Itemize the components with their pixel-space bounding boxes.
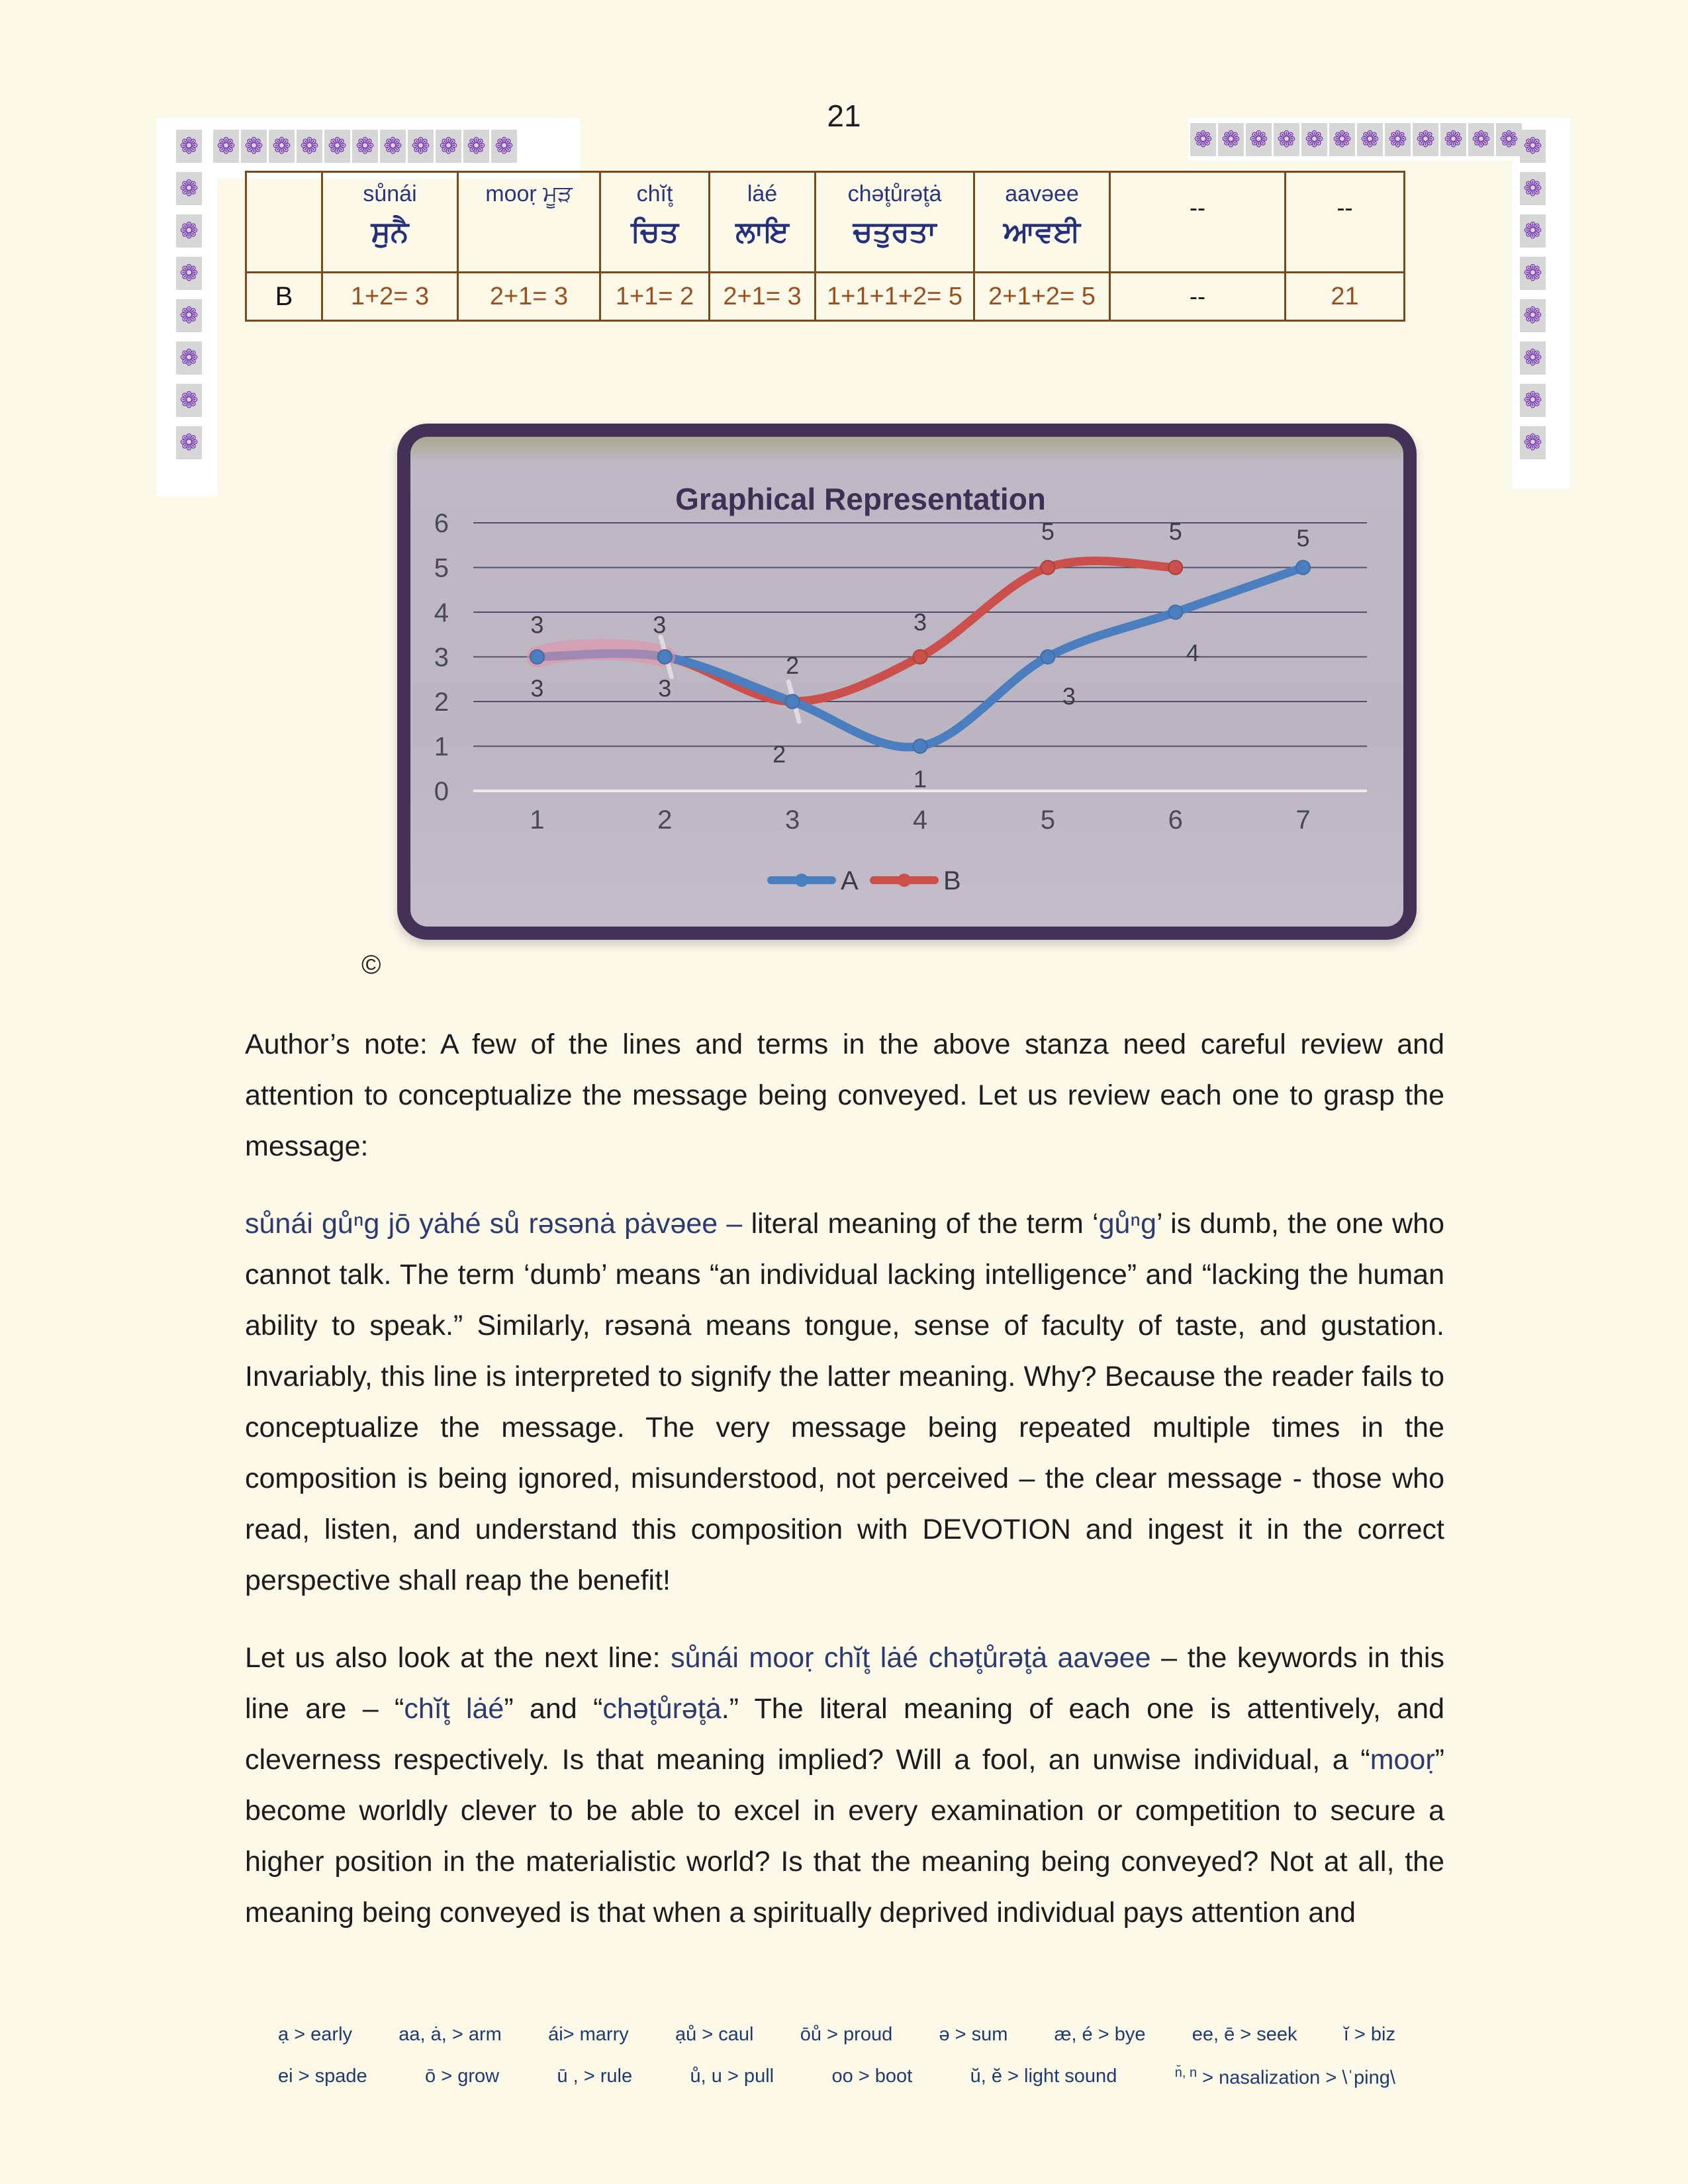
word-values-table (245, 171, 1405, 322)
y-tick-label: 0 (434, 777, 449, 806)
page-number: 21 (827, 99, 861, 133)
pink-highlight-annotation (537, 649, 665, 657)
flower-icon: ❁ (1468, 123, 1494, 156)
header-cell-dash-1: -- (1110, 172, 1286, 273)
flower-icon: ❁ (1274, 123, 1299, 156)
authors-note-paragraph: Author’s note: A few of the lines and terms in the above stanza need careful review and attention to conceptualize the message being conveyed. Let us review each one to grasp the message: (245, 1028, 1444, 1162)
value-cell: -- (1110, 273, 1286, 321)
header-cell-aavaee: aavəee ਆਵਈ (974, 172, 1110, 273)
legend-marker-B (898, 874, 911, 887)
pronunciation-key-item: æ, é > bye (1054, 2024, 1146, 2045)
data-label: 4 (1186, 639, 1199, 666)
floral-border-left (176, 130, 202, 459)
flower-icon: ❁ (176, 426, 202, 459)
flower-icon: ❁ (176, 172, 202, 205)
header-cell-chaturata: chət̥ůrət̥ȧ ਚਤੁਰਤਾ (816, 172, 974, 273)
flower-icon: ❁ (176, 299, 202, 332)
data-label: 1 (913, 765, 927, 793)
pronunciation-key-item: ŭ, ĕ > light sound (970, 2066, 1117, 2087)
copyright-symbol: © (361, 950, 381, 979)
x-tick-label: 2 (657, 805, 673, 835)
table-header-row (246, 172, 1405, 273)
x-tick-label: 7 (1295, 805, 1311, 835)
data-point-A-3 (786, 695, 800, 709)
data-label: 5 (1296, 524, 1310, 552)
floral-border-right (1520, 130, 1546, 459)
body-text (245, 1019, 1444, 1938)
value-cell: 1+1= 2 (600, 273, 710, 321)
flower-icon: ❁ (463, 130, 489, 163)
flower-icon: ❁ (1357, 123, 1383, 156)
flower-icon: ❁ (176, 257, 202, 290)
flower-icon: ❁ (176, 214, 202, 248)
series-B-line (537, 561, 1175, 702)
flower-icon: ❁ (1496, 123, 1522, 156)
flower-icon: ❁ (241, 130, 267, 163)
header-cell-chit: chĭt̥ ਚਿਤ (600, 172, 710, 273)
flower-icon: ❁ (436, 130, 461, 163)
flower-icon: ❁ (176, 341, 202, 375)
flower-icon: ❁ (491, 130, 517, 163)
flower-icon: ❁ (1385, 123, 1411, 156)
pronunciation-guide (278, 2024, 1395, 2089)
header-cell-lae: lȧé ਲਾਇ (710, 172, 816, 273)
flower-icon: ❁ (1520, 299, 1546, 332)
pronunciation-key-item: oo > boot (831, 2066, 913, 2087)
legend-label-B: B (943, 866, 961, 895)
pronunciation-key-item: ạů > caul (675, 2024, 754, 2045)
flower-icon: ❁ (1520, 384, 1546, 417)
legend-label-A: A (841, 866, 859, 895)
flower-icon: ❁ (269, 130, 295, 163)
data-point-A-6 (1168, 606, 1182, 619)
data-point-A-1 (530, 650, 544, 664)
flower-icon: ❁ (213, 130, 239, 163)
row-label: B (246, 273, 322, 321)
value-cell: 1+1+1+2= 5 (816, 273, 974, 321)
transliteration-term: mooṛ (1370, 1744, 1435, 1776)
value-cell: 2+1+2= 5 (974, 273, 1110, 321)
x-tick-label: 1 (530, 805, 545, 835)
flower-icon: ❁ (1440, 123, 1466, 156)
pronunciation-key-item: ō > grow (425, 2066, 500, 2087)
flower-icon: ❁ (1246, 123, 1272, 156)
flower-icon: ❁ (1218, 123, 1244, 156)
pronunciation-key-item: aa, ȧ, > arm (399, 2024, 502, 2045)
data-label: 3 (658, 674, 672, 702)
y-tick-label: 4 (434, 598, 449, 627)
header-cell-dash-2: -- (1286, 172, 1405, 273)
pronunciation-key-item: ů, u > pull (690, 2066, 774, 2087)
data-label: 2 (773, 741, 786, 768)
data-point-B-6 (1168, 561, 1182, 574)
transliteration-term: chĭt̥ lȧé (404, 1693, 504, 1725)
pronunciation-key-item-nasalization: $^{n̆, n}$ > nasalization > \ˈping\ (1174, 2066, 1395, 2089)
header-cell-sunai: sůnái ਸੁਨੈ (322, 172, 458, 273)
data-label: 3 (530, 611, 544, 639)
total-cell: 21 (1286, 273, 1405, 321)
flower-icon: ❁ (380, 130, 406, 163)
table-row (246, 273, 1405, 321)
pronunciation-key-item: ái> marry (548, 2024, 629, 2045)
flower-icon: ❁ (1520, 130, 1546, 163)
data-point-A-4 (914, 739, 927, 753)
flower-icon: ❁ (176, 130, 202, 163)
data-label: 3 (530, 674, 544, 702)
value-cell: 2+1= 3 (458, 273, 600, 321)
transliteration-term: chət̥ůrət̥ȧ (602, 1693, 722, 1725)
legend-marker-A (795, 874, 808, 887)
data-point-A-2 (658, 650, 672, 664)
flower-icon: ❁ (408, 130, 434, 163)
header-empty-cell (246, 172, 322, 273)
transliteration-term: gůⁿg (1098, 1208, 1156, 1240)
header-cell-moor: mooṛ ਮੂੜ (458, 172, 600, 273)
pronunciation-key-item: ə > sum (939, 2024, 1008, 2045)
value-cell: 2+1= 3 (710, 273, 816, 321)
y-tick-label: 1 (434, 732, 449, 762)
x-tick-label: 6 (1168, 805, 1183, 835)
data-label: 5 (1168, 518, 1182, 545)
data-label: 2 (786, 652, 800, 679)
flower-icon: ❁ (297, 130, 322, 163)
data-point-B-5 (1041, 561, 1055, 574)
gung-paragraph: sůnái gůⁿg jō yȧhé sů rəsənȧ pȧvəee – literal meaning of the term ‘gůⁿg’ is dumb, the one who cannot talk. The term ‘dumb’ means “an individual lacking intelligence” and “lacking the human ability to speak.” Similarly, rəsənȧ means tongue, sense of faculty of taste, and gustation. Invariably, this line is interpreted to signify the latter meaning. Why? Because the reader fails to conceptualize the message. The very message being repeated multiple times in the composition is being ignored, misunderstood, not perceived – the clear message - those who read, listen, and understand this composition with DEVOTION and ingest it in the correct perspective shall reap the benefit! (245, 1208, 1445, 1596)
flower-icon: ❁ (1520, 214, 1546, 248)
flower-icon: ❁ (1520, 426, 1546, 459)
flower-icon: ❁ (1520, 172, 1546, 205)
data-label: 3 (653, 611, 667, 639)
pronunciation-key-item: ạ > early (278, 2024, 353, 2045)
y-tick-label: 2 (434, 688, 449, 717)
data-label: 3 (1062, 682, 1076, 710)
flower-icon: ❁ (352, 130, 378, 163)
next-line-paragraph: Let us also look at the next line: sůnái mooṛ chĭt̥ lȧé chət̥ůrət̥ȧ aavəee – the keywords in this line are – “chĭt̥ lȧé” and “chət̥ůrət̥ȧ.” The literal meaning of each one is attentively, and cleverness respectively. Is that meaning implied? Will a fool, an unwise individual, a “mooṛ” become worldly clever to be able to excel in every examination or competition to secure a higher position in the materialistic world? Is that the meaning being conveyed? Not at all, the meaning being conveyed is that when a spiritually deprived individual pays attention and (245, 1642, 1445, 1929)
chart-title: Graphical Representation (675, 482, 1046, 516)
pronunciation-key-item: ĭ > biz (1343, 2024, 1395, 2045)
y-tick-label: 6 (434, 509, 449, 538)
flower-icon: ❁ (1329, 123, 1355, 156)
pronunciation-key-item: ōů > proud (800, 2024, 893, 2045)
value-cell: 1+2= 3 (322, 273, 458, 321)
data-point-B-4 (914, 650, 927, 664)
floral-border-top-left (213, 130, 517, 163)
flower-icon: ❁ (1520, 341, 1546, 375)
flower-icon: ❁ (1301, 123, 1327, 156)
y-tick-label: 5 (434, 553, 449, 583)
pronunciation-key-item: ei > spade (278, 2066, 367, 2087)
chart-card (397, 424, 1417, 940)
floral-border-top-right (1190, 123, 1522, 156)
x-tick-label: 3 (785, 805, 800, 835)
pronunciation-guide-row-2 (278, 2066, 1395, 2089)
pronunciation-guide-row-1 (278, 2024, 1395, 2046)
y-tick-label: 3 (434, 643, 449, 672)
line-chart (410, 437, 1403, 927)
data-label: 5 (1041, 518, 1055, 545)
data-point-A-5 (1041, 650, 1055, 664)
transliteration-phrase: sůnái mooṛ chĭt̥ lȧé chət̥ůrət̥ȧ aavəee (671, 1642, 1151, 1674)
flower-icon: ❁ (1520, 257, 1546, 290)
flower-icon: ❁ (324, 130, 350, 163)
x-tick-label: 4 (912, 805, 928, 835)
pronunciation-key-item: ee, ē > seek (1192, 2024, 1297, 2045)
flower-icon: ❁ (1190, 123, 1216, 156)
flower-icon: ❁ (176, 384, 202, 417)
data-point-A-7 (1296, 561, 1310, 574)
flower-icon: ❁ (1413, 123, 1438, 156)
transliteration-phrase: sůnái gůⁿg jō yȧhé sů rəsənȧ pȧvəee – (245, 1208, 751, 1240)
pronunciation-key-item: ū , > rule (557, 2066, 633, 2087)
data-label: 3 (913, 608, 927, 636)
x-tick-label: 5 (1040, 805, 1055, 835)
